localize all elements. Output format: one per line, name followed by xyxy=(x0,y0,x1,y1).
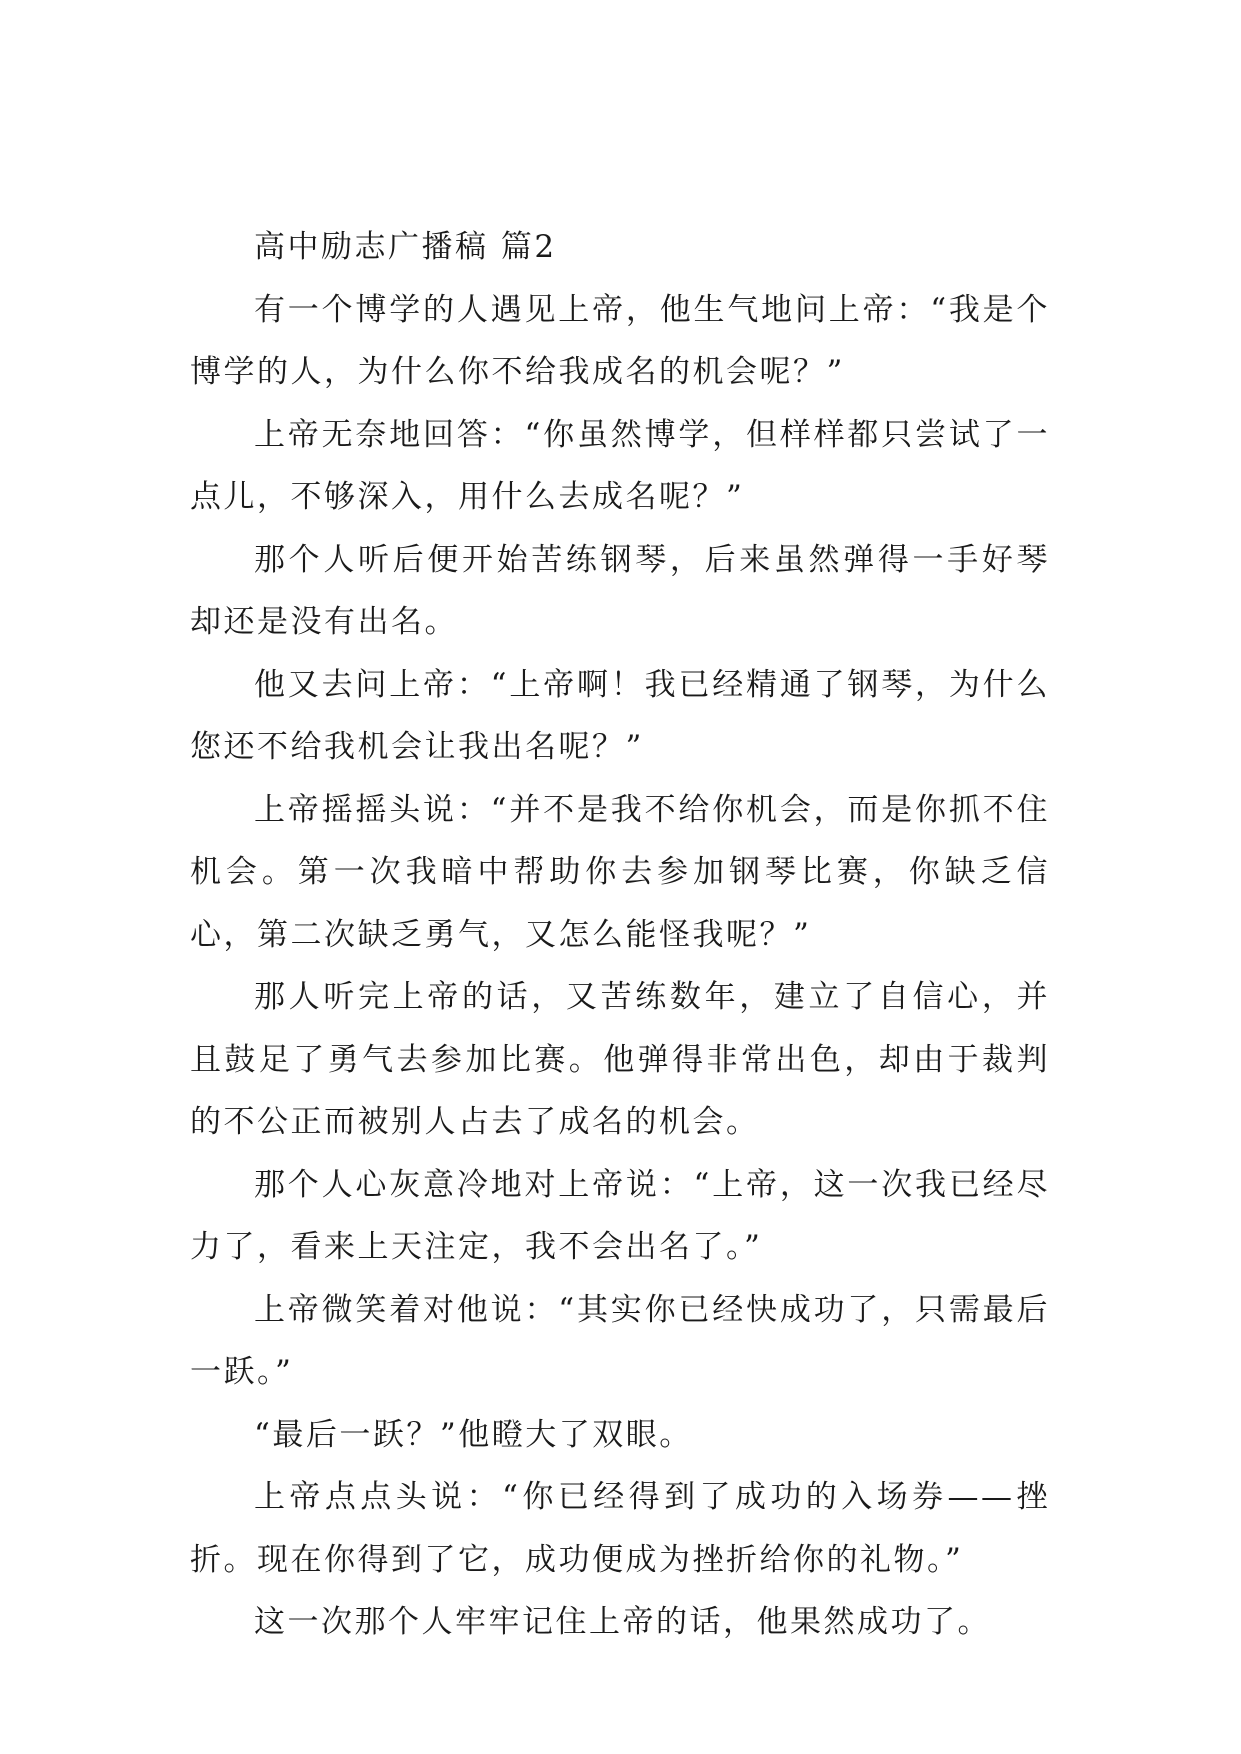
paragraph-11: 这一次那个人牢牢记住上帝的话，他果然成功了。 xyxy=(254,1604,991,1640)
paragraph-9: “最后一跃？”他瞪大了双眼。 xyxy=(254,1416,693,1453)
paragraph-8: 上帝微笑着对他说：“其实你已经快成功了，只需最后一跃。” xyxy=(190,1291,1050,1390)
paragraph-2: 上帝无奈地回答：“你虽然博学，但样样都只尝试了一点儿，不够深入，用什么去成名呢？” xyxy=(190,416,1050,515)
paragraph-7: 那个人心灰意冷地对上帝说：“上帝，这一次我已经尽力了，看来上天注定，我不会出名了。” xyxy=(190,1166,1050,1265)
paragraph-1: 有一个博学的人遇见上帝，他生气地问上帝：“我是个博学的人，为什么你不给我成名的机会呢？” xyxy=(190,291,1050,390)
paragraph-4: 他又去问上帝：“上帝啊！我已经精通了钢琴，为什么您还不给我机会让我出名呢？” xyxy=(190,666,1050,765)
paragraph-5: 上帝摇摇头说：“并不是我不给你机会，而是你抓不住机会。第一次我暗中帮助你去参加钢琴比赛，你缺乏信心，第二次缺乏勇气，又怎么能怪我呢？” xyxy=(190,791,1050,953)
paragraph-10: 上帝点点头说：“你已经得到了成功的入场券——挫折。现在你得到了它，成功便成为挫折给你的礼物。” xyxy=(190,1479,1050,1578)
paragraph-3: 那个人听后便开始苦练钢琴，后来虽然弹得一手好琴却还是没有出名。 xyxy=(190,541,1050,640)
paragraph-6: 那人听完上帝的话，又苦练数年，建立了自信心，并且鼓足了勇气去参加比赛。他弹得非常出色，却由于裁判的不公正而被别人占去了成名的机会。 xyxy=(190,979,1050,1140)
document-page xyxy=(190,216,1050,1654)
document-title: 高中励志广播稿 篇2 xyxy=(254,229,557,265)
